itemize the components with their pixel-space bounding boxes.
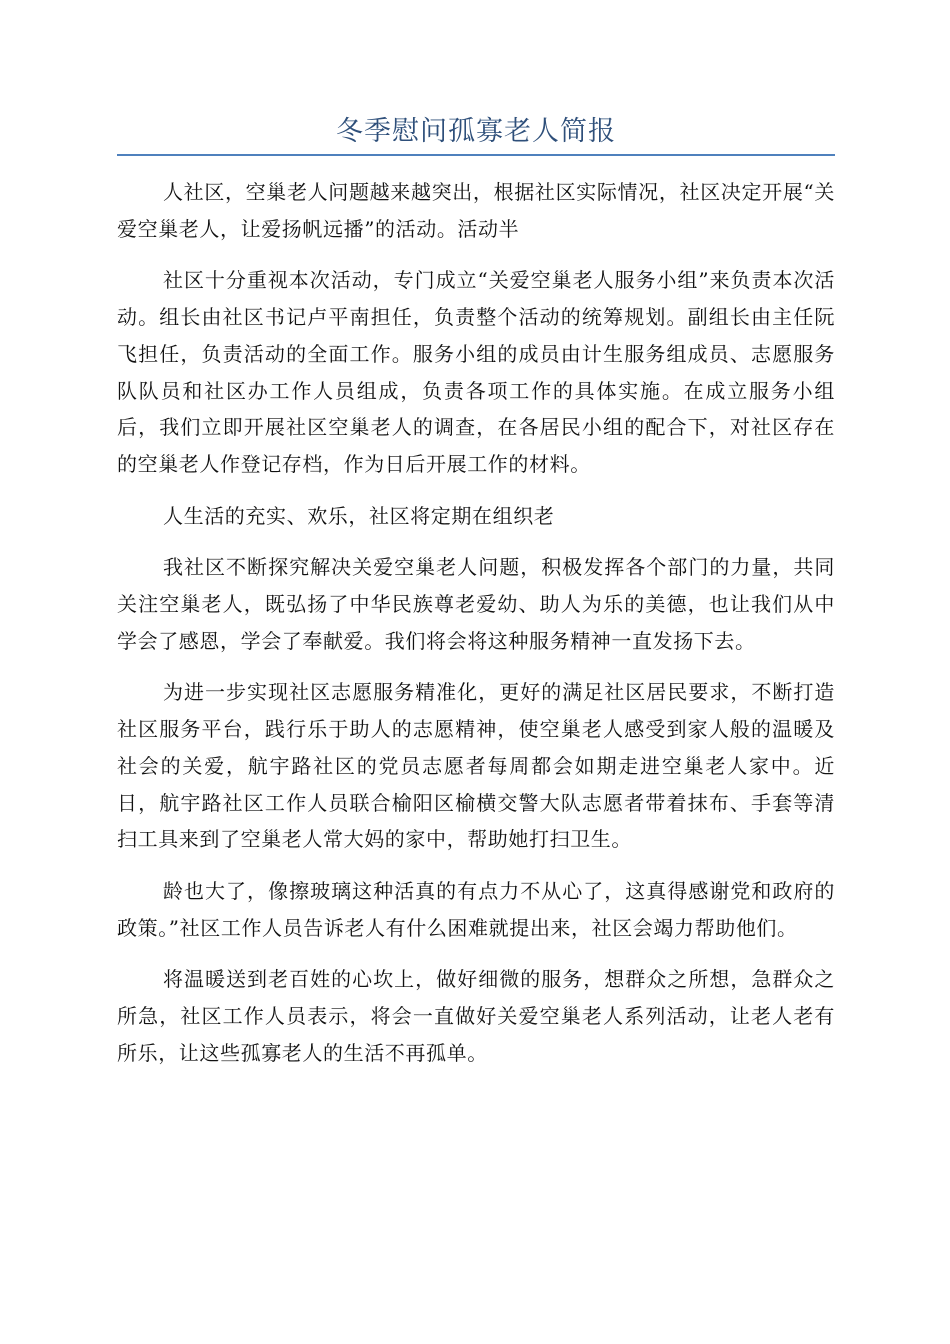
title-underline: [117, 154, 835, 156]
paragraph: 龄也大了，像擦玻璃这种活真的有点力不从心了，这真得感谢党和政府的政策。”社区工作人员告诉老人有什么困难就提出来，社区会竭力帮助他们。: [117, 878, 835, 940]
paragraph: 将温暖送到老百姓的心坎上，做好细微的服务，想群众之所想，急群众之所急，社区工作人员表示，将会一直做好关爱空巢老人系列活动，让老人老有所乐，让这些孤寡老人的生活不再孤单。: [117, 967, 835, 1065]
paragraph: 为进一步实现社区志愿服务精准化，更好的满足社区居民要求，不断打造社区服务平台，践行乐于助人的志愿精神，使空巢老人感受到家人般的温暖及社会的关爱，航宇路社区的党员志愿者每周都会如期走进空巢老人家中。近日，航宇路社区工作人员联合榆阳区榆横交警大队志愿者带着抹布、手套等清扫工具来到了空巢老人常大妈的家中，帮助她打扫卫生。: [117, 680, 835, 852]
paragraph: 人社区，空巢老人问题越来越突出，根据社区实际情况，社区决定开展“关爱空巢老人，让爱扬帆远播”的活动。活动半: [117, 180, 835, 241]
paragraph: 社区十分重视本次活动，专门成立“关爱空巢老人服务小组”来负责本次活动。组长由社区书记卢平南担任，负责整个活动的统筹规划。副组长由主任阮飞担任，负责活动的全面工作。服务小组的成员由计生服务组成员、志愿服务队队员和社区办工作人员组成，负责各项工作的具体实施。在成立服务小组后，我们立即开展社区空巢老人的调查，在各居民小组的配合下，对社区存在的空巢老人作登记存档，作为日后开展工作的材料。: [117, 268, 835, 476]
document-title: 冬季慰问孤寡老人简报: [336, 116, 616, 147]
paragraph: 我社区不断探究解决关爱空巢老人问题，积极发挥各个部门的力量，共同关注空巢老人，既弘扬了中华民族尊老爱幼、助人为乐的美德，也让我们从中学会了感恩，学会了奉献爱。我们将会将这种服务精神一直发扬下去。: [117, 555, 835, 653]
paragraph: 人生活的充实、欢乐，社区将定期在组织老: [163, 503, 555, 528]
document-body: [117, 174, 835, 1086]
